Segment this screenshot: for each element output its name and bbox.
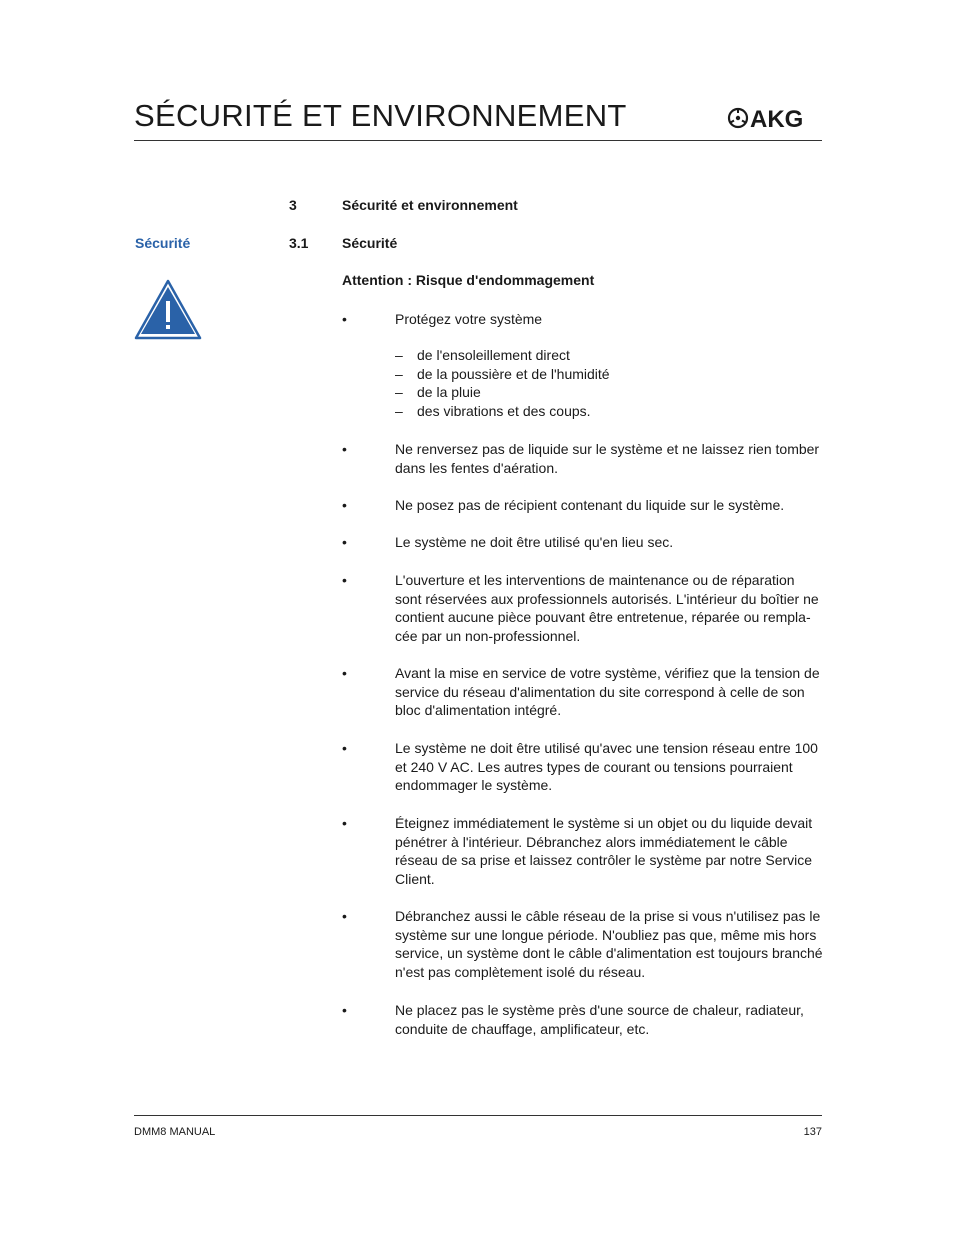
dash-marker: – (395, 384, 403, 401)
list-item-text: Le système ne doit être utilisé qu'en lieu sec. (395, 534, 674, 550)
list-item-text: Débranchez aussi le câble réseau de la prise si vous n'utilisez pas le système sur une longue période. N'oubliez pas que, même mis hors service, un système dont le câble d'alimentation est toujours branché n'est pas complètement isolé du réseau. (395, 908, 823, 981)
list-item (342, 440, 824, 477)
sub-list-item-text: de l'ensoleillement direct (417, 347, 570, 363)
list-item-text: Ne renversez pas de liquide sur le système et ne laissez rien tomber dans les fentes d'aération. (395, 441, 820, 476)
list-item (342, 907, 824, 982)
footer-divider (134, 1115, 822, 1116)
page-number: 137 (803, 1126, 822, 1138)
bullet-marker: • (342, 534, 347, 550)
list-item-text: Éteignez immédiatement le système si un objet ou du liquide devait pénétrer à l'intérieur. Débranchez alors immédiatement le câble réseau de sa prise et laissez contrôler le système par notre Service Client. (395, 815, 813, 888)
list-item (342, 739, 824, 795)
sub-list-item (395, 383, 610, 402)
subsection-title: Sécurité (342, 235, 398, 251)
list-item (342, 664, 824, 720)
list-item (342, 533, 824, 552)
header-divider (134, 140, 822, 141)
page-title: SÉCURITÉ ET ENVIRONNEMENT (134, 98, 627, 133)
subsection-number: 3.1 (289, 235, 309, 251)
sub-list-item-text: des vibrations et des coups. (417, 403, 591, 420)
dash-marker: – (395, 403, 403, 420)
list-item-text: Protégez votre système (395, 311, 543, 327)
bullet-marker: • (342, 441, 347, 457)
bullet-marker: • (342, 1002, 347, 1018)
section-title: Sécurité et environnement (342, 197, 518, 213)
list-item (342, 310, 824, 329)
sub-list (395, 346, 610, 421)
bullet-marker: • (342, 665, 347, 681)
footer-manual-name: DMM8 MANUAL (134, 1126, 216, 1138)
list-item (342, 571, 824, 646)
bullet-marker: • (342, 311, 347, 327)
sub-list-item-text: de la pluie (417, 384, 481, 401)
list-item (342, 496, 824, 515)
list-item-text: L'ouverture et les interventions de maintenance ou de réparation sont réservées aux professionnels autorisés. L'intérieur du boîtier ne contient aucune pièce pouvant être entretenue, réparée ou rempla-cée par un non-professionnel. (395, 572, 819, 645)
akg-logo (727, 104, 825, 132)
list-item (342, 814, 824, 889)
bullet-marker: • (342, 497, 347, 513)
list-item-text: Avant la mise en service de votre système, vérifiez que la tension de service du réseau d'alimentation du site correspond à celle de son bloc d'alimentation intégré. (395, 665, 820, 719)
sidebar-label: Sécurité (135, 235, 191, 251)
logo-text: AKG (750, 106, 804, 132)
section-number: 3 (289, 197, 297, 213)
warning-icon (134, 279, 202, 340)
list-item-text: Ne placez pas le système près d'une source de chaleur, radiateur, conduite de chauffage, amplificateur, etc. (395, 1002, 804, 1037)
list-item-text: Le système ne doit être utilisé qu'avec une tension réseau entre 100 et 240 V AC. Les autres types de courant ou tensions pourraient endommager le système. (395, 740, 818, 794)
attention-heading: Attention : Risque d'endommagement (342, 272, 595, 288)
bullet-marker: • (342, 740, 347, 756)
sub-list-item (395, 365, 610, 384)
dash-marker: – (395, 365, 403, 382)
sub-list-item (395, 402, 610, 421)
bullet-marker: • (342, 572, 347, 588)
list-item-text: Ne posez pas de récipient contenant du liquide sur le système. (395, 497, 785, 513)
sub-list-item (395, 346, 610, 365)
sub-list-item-text: de la poussière et de l'humidité (417, 365, 610, 382)
dash-marker: – (395, 347, 403, 363)
bullet-marker: • (342, 908, 347, 924)
list-item (342, 1001, 824, 1038)
bullet-marker: • (342, 815, 347, 831)
